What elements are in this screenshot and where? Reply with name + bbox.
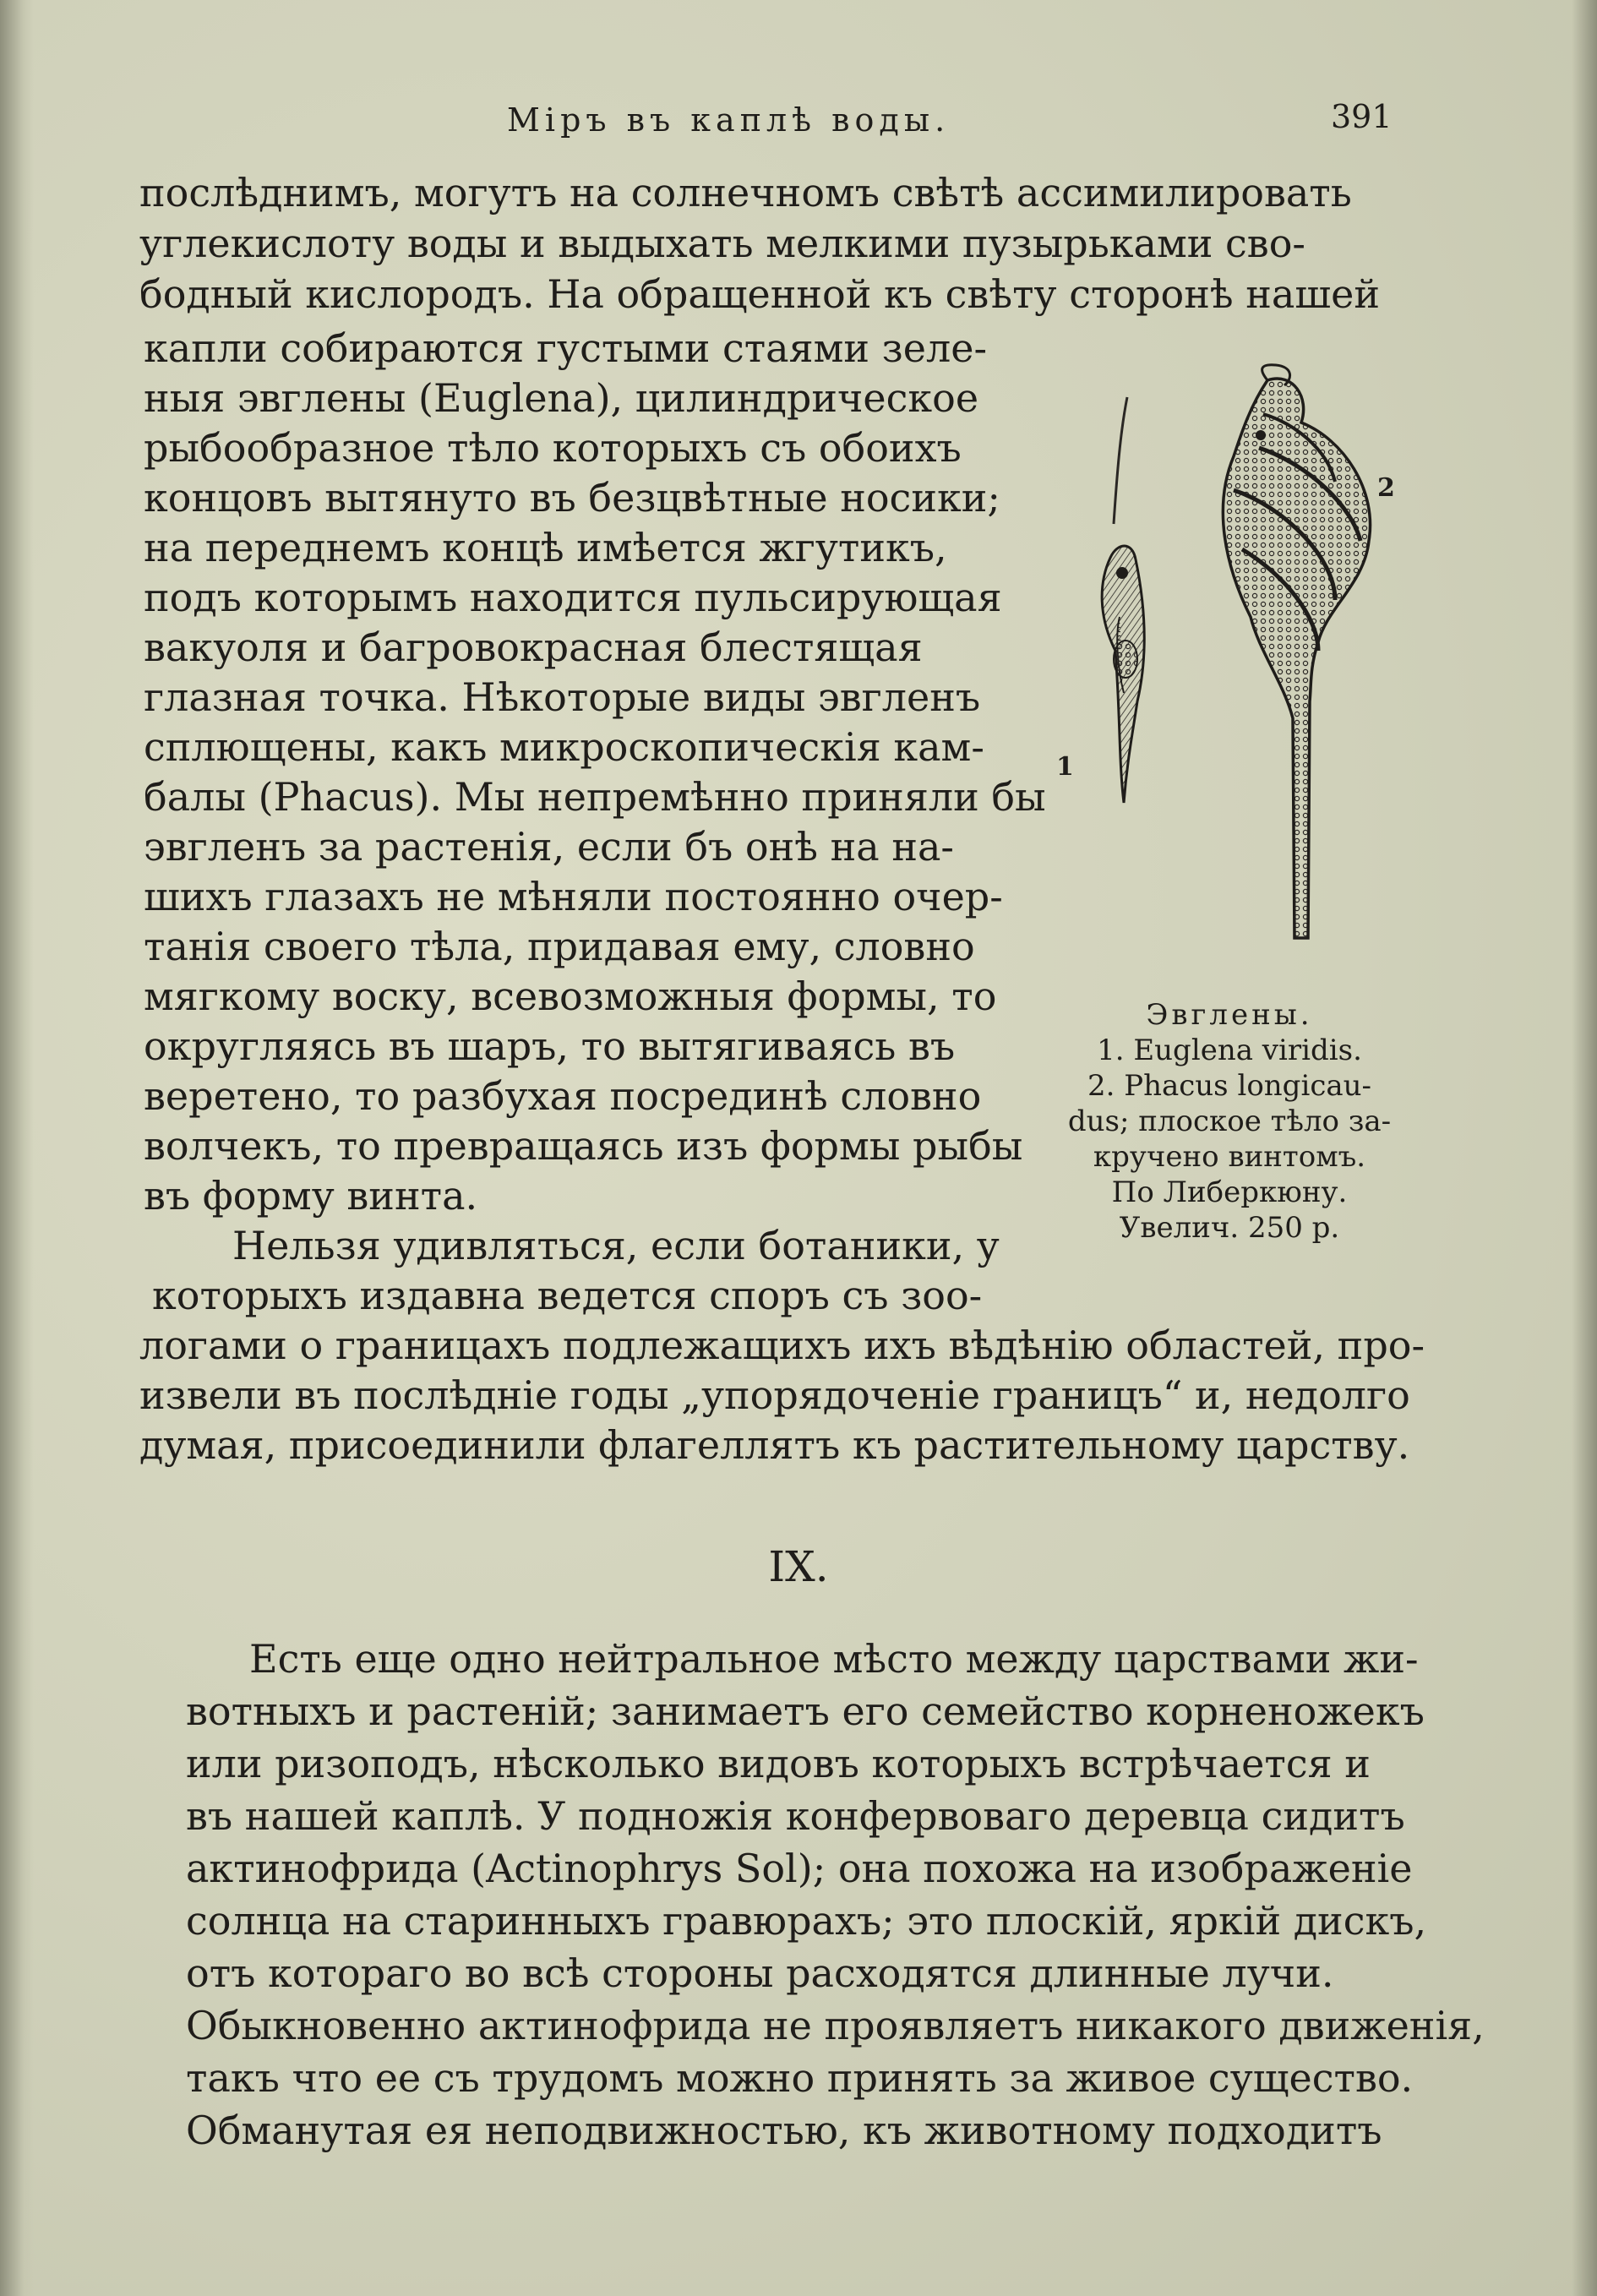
section-heading: IX.	[768, 1542, 829, 1591]
text-line: капли собираются густыми стаями зеле-	[144, 325, 987, 371]
text-line: Есть еще одно нейтральное мѣсто между царствами жи-	[249, 1636, 1419, 1682]
caption-line: По Либеркюну.	[1111, 1175, 1348, 1209]
text-line: глазная точка. Нѣкоторые виды эвгленъ	[144, 674, 981, 720]
phacus-longicaudus-drawing	[1223, 365, 1370, 938]
figure-label-2: 2	[1377, 473, 1395, 503]
caption-title: Эвглены.	[1146, 998, 1313, 1032]
text-line: такъ что ее съ трудомъ можно принять за живое существо.	[186, 2055, 1414, 2101]
running-head: Міръ въ каплѣ воды.	[507, 101, 951, 139]
caption-line: 1. Euglena viridis.	[1097, 1033, 1362, 1067]
text-line: въ форму винта.	[144, 1173, 478, 1219]
figure-caption	[1035, 997, 1424, 1246]
text-line: сплющены, какъ микроскопическія кам-	[144, 724, 984, 770]
text-line: извели въ послѣдніе годы „упорядоченіе границъ“ и, недолго	[139, 1372, 1410, 1418]
text-line: мягкому воску, всевозможныя формы, то	[144, 973, 997, 1019]
text-line: актинофрида (Actinophrys Sol); она похожа на изображеніе	[186, 1846, 1413, 1891]
caption-line: 2. Phacus longicau-	[1087, 1069, 1372, 1103]
text-line: Обыкновенно актинофрида не проявляетъ никакого движенія,	[186, 2003, 1485, 2048]
text-line: которыхъ издавна ведется споръ съ зоо-	[152, 1273, 983, 1318]
text-line: танія своего тѣла, придавая ему, словно	[144, 924, 975, 969]
text-line: концовъ вытянуто въ безцвѣтные носики;	[144, 475, 1000, 521]
text-line: вакуоля и багровокрасная блестящая	[144, 624, 923, 670]
euglena-illustration	[1039, 363, 1420, 1039]
text-line: бодный кислородъ. На обращенной къ свѣту сторонѣ нашей	[139, 271, 1381, 317]
figure-label-1: 1	[1056, 752, 1074, 782]
text-line: углекислоту воды и выдыхать мелкими пузырьками сво-	[139, 221, 1305, 266]
text-line: балы (Phacus). Мы непремѣнно приняли бы	[144, 774, 1046, 820]
page-edge-shadow-left	[0, 0, 34, 2296]
euglena-viridis-drawing	[1102, 397, 1144, 803]
text-line: Нельзя удивляться, если ботаники, у	[232, 1223, 1000, 1268]
text-line: Обманутая ея неподвижностью, къ животному подходитъ	[186, 2108, 1382, 2153]
text-line: округляясь въ шаръ, то вытягиваясь въ	[144, 1023, 956, 1069]
caption-line: dus; плоское тѣло за-	[1067, 1104, 1392, 1138]
page-header	[0, 98, 1597, 152]
text-line: вотныхъ и растеній; занимаетъ его семейство корненожекъ	[186, 1688, 1425, 1734]
euglena-engraving	[1039, 363, 1420, 1039]
text-line: отъ котораго во всѣ стороны расходятся длинные лучи.	[186, 1950, 1334, 1996]
text-line: ныя эвглены (Euglena), цилиндрическое	[144, 375, 979, 421]
text-line: веретено, то разбухая посрединѣ словно	[144, 1073, 982, 1119]
text-line: рыбообразное тѣло которыхъ съ обоихъ	[144, 425, 962, 471]
text-line: эвгленъ за растенія, если бъ онѣ на на-	[144, 824, 954, 870]
text-line: на переднемъ концѣ имѣется жгутикъ,	[144, 525, 947, 570]
text-line: въ нашей каплѣ. У подножія конфервоваго деревца сидитъ	[186, 1793, 1405, 1839]
text-line: или ризоподъ, нѣсколько видовъ которыхъ встрѣчается и	[186, 1741, 1371, 1786]
text-line: послѣднимъ, могутъ на солнечномъ свѣтѣ ассимилировать	[139, 170, 1352, 215]
page-number: 391	[1331, 98, 1393, 135]
text-line: думая, присоединили флагеллятъ къ растительному царству.	[139, 1422, 1410, 1468]
text-line: солнца на старинныхъ гравюрахъ; это плоскій, яркій дискъ,	[186, 1898, 1427, 1944]
text-line: волчекъ, то превращаясь изъ формы рыбы	[144, 1123, 1023, 1169]
text-line: подъ которымъ находится пульсирующая	[144, 575, 1002, 620]
text-line: шихъ глазахъ не мѣняли постоянно очер-	[144, 874, 1003, 919]
caption-line: Увелич. 250 р.	[1119, 1211, 1340, 1245]
caption-line: кручено винтомъ.	[1093, 1140, 1366, 1174]
text-line: логами о границахъ подлежащихъ ихъ вѣдѣнію областей, про-	[139, 1323, 1425, 1368]
page-edge-shadow-right	[1572, 0, 1597, 2296]
